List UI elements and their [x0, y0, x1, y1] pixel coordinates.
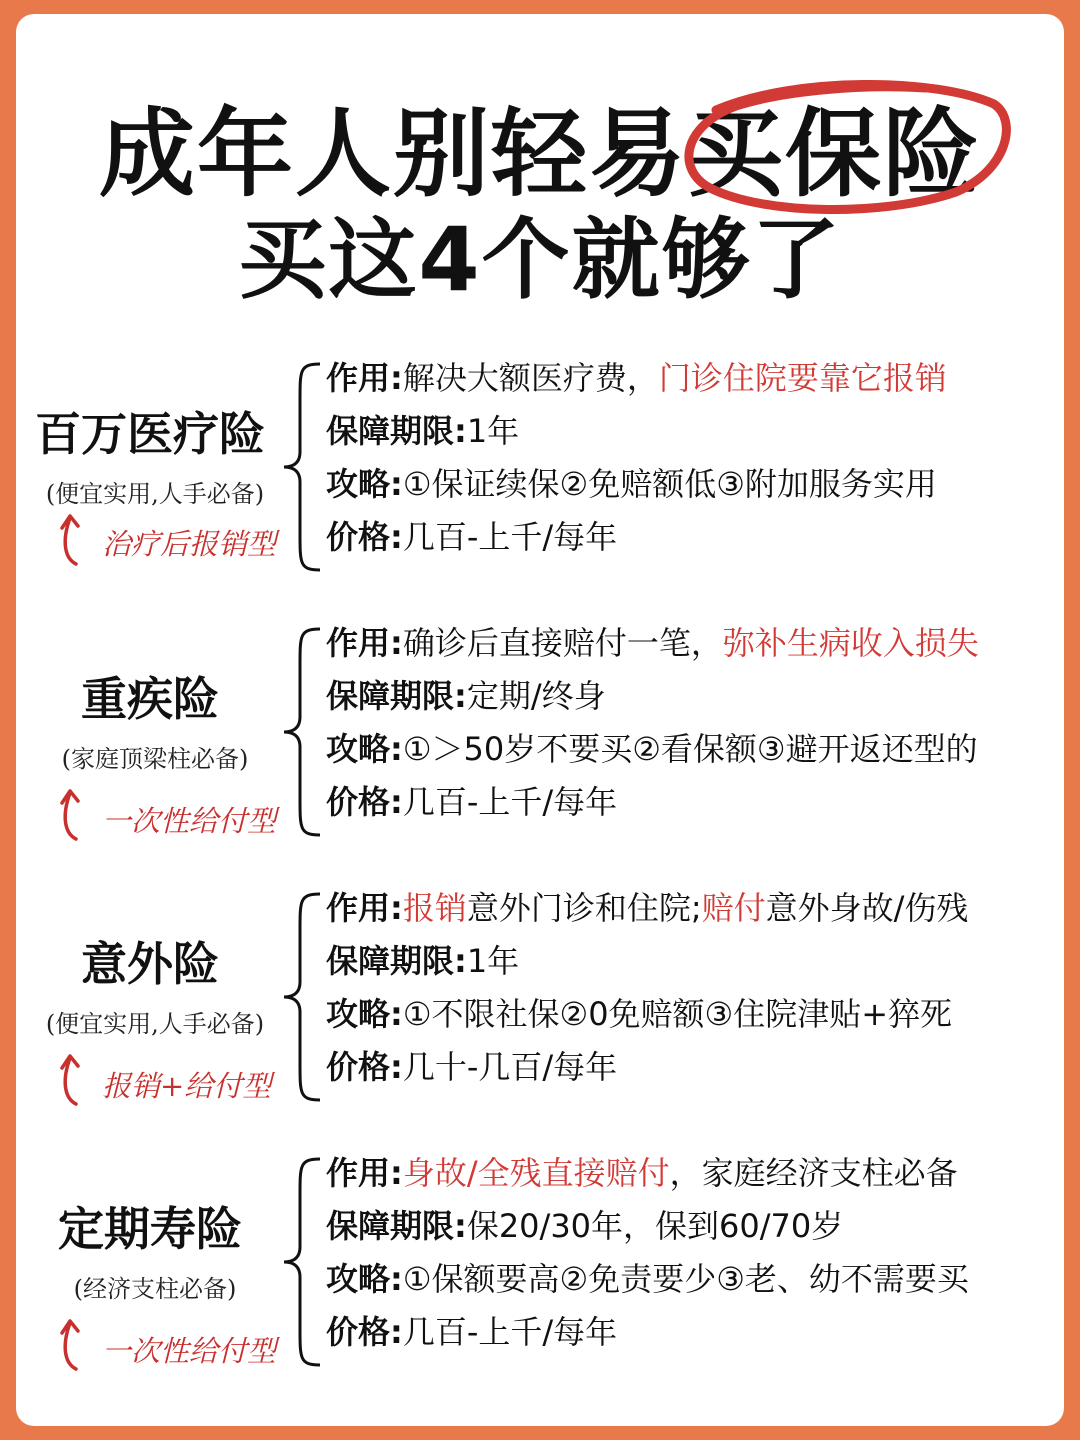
section-type-tag: 治疗后报销型	[102, 527, 277, 561]
title-line-1	[0, 98, 1080, 210]
period-label: 保障期限:	[326, 677, 467, 715]
section-details	[326, 1147, 1066, 1359]
left-brace-icon	[280, 1155, 324, 1369]
tips-label: 攻略:	[326, 995, 403, 1033]
tips-text: ①保额要高②免责要少③老、幼不需要买	[402, 1260, 969, 1298]
detail-price	[326, 511, 1066, 564]
section-accident	[0, 882, 1080, 1122]
effect-highlight-reimburse: 报销	[402, 889, 467, 927]
tips-label: 攻略:	[326, 730, 403, 768]
effect-highlight: 弥补生病收入损失	[722, 624, 979, 662]
effect-label: 作用:	[326, 359, 403, 397]
title-line-2: 买这4个就够了	[238, 208, 842, 311]
section-subtitle: (便宜实用,人手必备)	[45, 1010, 265, 1038]
left-brace-icon	[280, 625, 324, 839]
effect-highlight-payout: 赔付	[701, 889, 766, 927]
tips-text: ①不限社保②0免赔额③住院津贴+猝死	[402, 995, 953, 1033]
curved-arrow-up-icon	[54, 1315, 94, 1375]
effect-text: 确诊后直接赔付一笔，	[402, 624, 723, 662]
detail-effect	[326, 1147, 1066, 1200]
detail-tips	[326, 1253, 1066, 1306]
period-text: 1年	[466, 942, 520, 980]
detail-period	[326, 670, 1066, 723]
tips-label: 攻略:	[326, 1260, 403, 1298]
price-label: 价格:	[326, 1048, 403, 1086]
section-subtitle: (经济支柱必备)	[73, 1275, 237, 1303]
section-details	[326, 617, 1066, 829]
detail-period	[326, 935, 1066, 988]
curved-arrow-up-icon	[54, 1050, 94, 1110]
effect-label: 作用:	[326, 1154, 403, 1192]
section-name: 百万医疗险	[35, 407, 265, 461]
effect-text: ，家庭经济支柱必备	[669, 1154, 958, 1192]
section-details	[326, 882, 1066, 1094]
section-type-tag: 一次性给付型	[102, 1334, 277, 1368]
section-type-tag: 一次性给付型	[102, 804, 277, 838]
period-label: 保障期限:	[326, 412, 467, 450]
price-text: 几百-上千/每年	[402, 783, 618, 821]
period-text: 定期/终身	[466, 677, 606, 715]
section-critical-illness	[0, 617, 1080, 857]
section-type-tag: 报销+给付型	[102, 1069, 272, 1103]
detail-price	[326, 1041, 1066, 1094]
period-text: 1年	[466, 412, 520, 450]
detail-price	[326, 1306, 1066, 1359]
title-line-1-part-b: 买保险	[687, 98, 981, 210]
curved-arrow-up-icon	[54, 785, 94, 845]
tips-label: 攻略:	[326, 465, 403, 503]
section-name: 意外险	[81, 937, 219, 991]
detail-period	[326, 1200, 1066, 1253]
effect-label: 作用:	[326, 624, 403, 662]
detail-tips	[326, 458, 1066, 511]
effect-text-2: 意外身故/伤残	[765, 889, 969, 927]
effect-text: 意外门诊和住院;	[466, 889, 702, 927]
price-text: 几百-上千/每年	[402, 1313, 618, 1351]
section-term-life	[0, 1147, 1080, 1387]
effect-text: 解决大额医疗费，	[402, 359, 659, 397]
price-label: 价格:	[326, 1313, 403, 1351]
effect-highlight: 身故/全残直接赔付	[402, 1154, 670, 1192]
left-brace-icon	[280, 360, 324, 574]
detail-effect	[326, 882, 1066, 935]
detail-period	[326, 405, 1066, 458]
period-label: 保障期限:	[326, 1207, 467, 1245]
effect-highlight: 门诊住院要靠它报销	[658, 359, 947, 397]
price-text: 几十-几百/每年	[402, 1048, 618, 1086]
section-name: 重疾险	[81, 672, 219, 726]
section-name: 定期寿险	[58, 1202, 242, 1256]
period-text: 保20/30年，保到60/70岁	[466, 1207, 844, 1245]
detail-tips	[326, 723, 1066, 776]
detail-tips	[326, 988, 1066, 1041]
title-line-1-part-a: 成年人别轻易	[99, 98, 687, 210]
detail-price	[326, 776, 1066, 829]
price-label: 价格:	[326, 518, 403, 556]
price-label: 价格:	[326, 783, 403, 821]
section-subtitle: (便宜实用,人手必备)	[45, 480, 265, 508]
price-text: 几百-上千/每年	[402, 518, 618, 556]
curved-arrow-up-icon	[54, 510, 94, 570]
left-brace-icon	[280, 890, 324, 1104]
section-subtitle: (家庭顶梁柱必备)	[61, 745, 249, 773]
section-details	[326, 352, 1066, 564]
detail-effect	[326, 352, 1066, 405]
tips-text: ①保证续保②免赔额低③附加服务实用	[402, 465, 937, 503]
period-label: 保障期限:	[326, 942, 467, 980]
effect-label: 作用:	[326, 889, 403, 927]
detail-effect	[326, 617, 1066, 670]
section-million-medical	[0, 352, 1080, 592]
tips-text: ①＞50岁不要买②看保额③避开返还型的	[402, 730, 978, 768]
